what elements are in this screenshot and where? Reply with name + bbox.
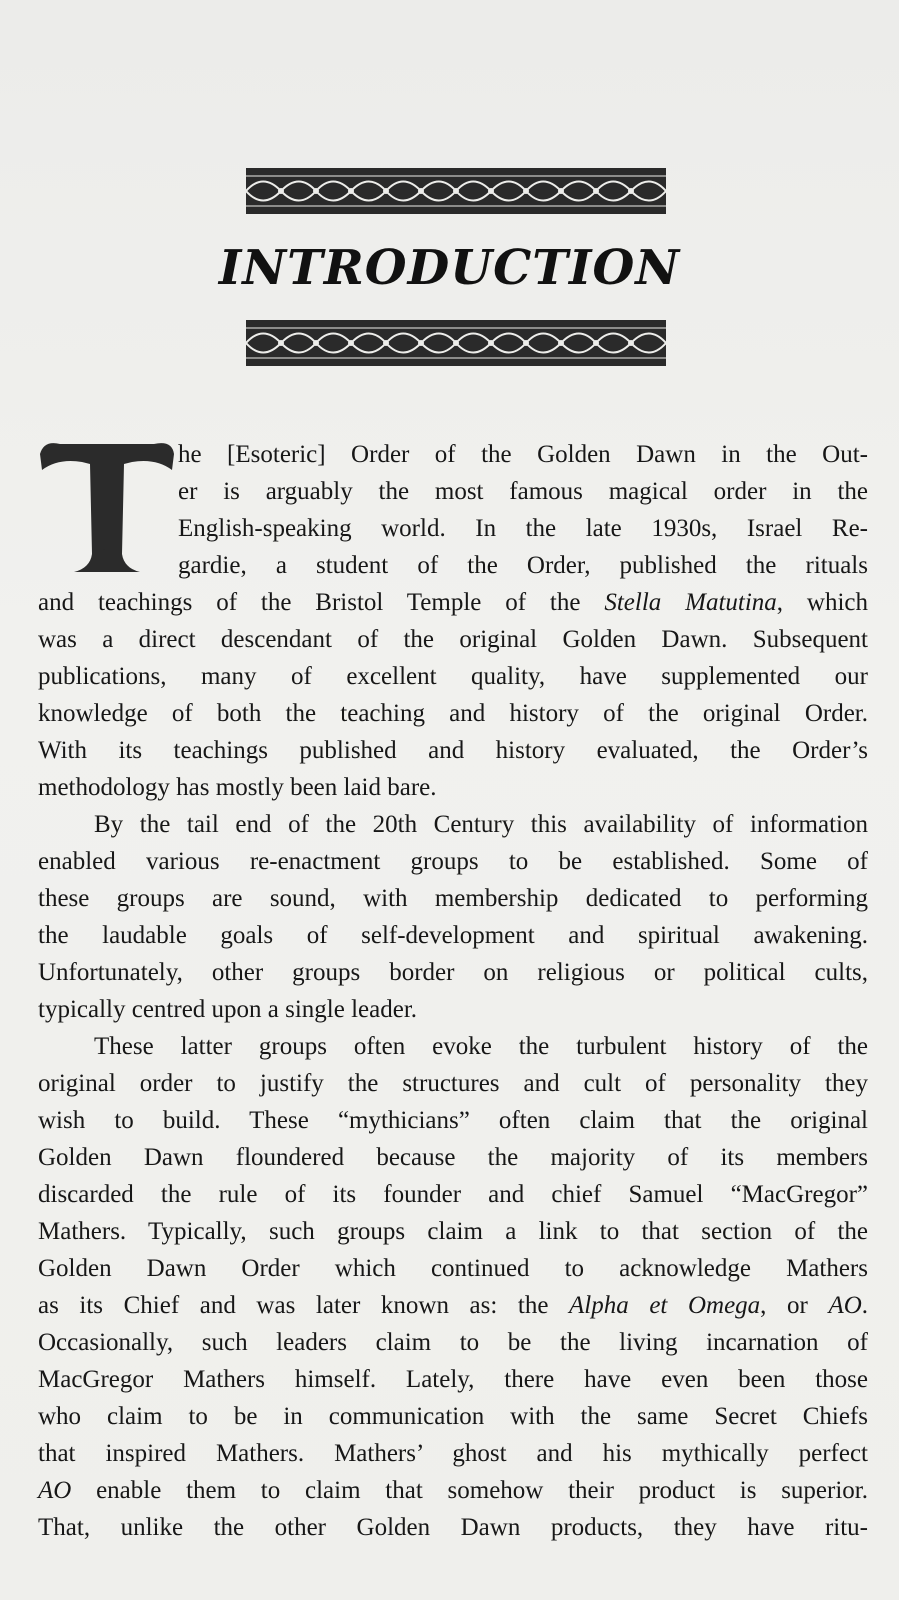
text-line: er is arguably the most famous magical order in the	[178, 478, 868, 505]
text-line: Mathers. Typically, such groups claim a link to that section of the	[38, 1218, 868, 1245]
text-line: he [Esoteric] Order of the Golden Dawn in the Out-	[178, 441, 868, 468]
text-line: knowledge of both the teaching and history of the original Order.	[38, 700, 868, 727]
text-line: That, unlike the other Golden Dawn products, they have ritu-	[38, 1514, 868, 1541]
text-line: MacGregor Mathers himself. Lately, there have even been those	[38, 1366, 868, 1393]
text-italic: Stella Matutina	[604, 589, 777, 616]
text-line	[38, 1472, 868, 1509]
dropcap-letter: T	[103, 548, 111, 559]
text-segment: .	[861, 1292, 869, 1319]
page-title: INTRODUCTION	[218, 240, 681, 296]
ornament-bottom	[246, 320, 666, 366]
text-segment: as its Chief and was later known as: the	[38, 1292, 549, 1319]
text-line: methodology has mostly been laid bare.	[38, 774, 437, 801]
text-segment: , or	[760, 1292, 808, 1319]
text-line: By the tail end of the 20th Century this availability of information	[94, 811, 868, 838]
text-line: Occasionally, such leaders claim to be the living incarnation of	[38, 1329, 868, 1356]
text-segment: , which	[776, 589, 868, 616]
text-line: these groups are sound, with membership dedicated to performing	[38, 885, 868, 912]
text-line	[38, 584, 868, 621]
text-line: With its teachings published and history evaluated, the Order’s	[38, 737, 868, 764]
text-line: typically centred upon a single leader.	[38, 996, 418, 1023]
text-segment: enable them to claim that somehow their product is superior.	[71, 1477, 868, 1504]
text-line: enabled various re-enactment groups to be established. Some of	[38, 848, 868, 875]
text-italic: Alpha et Omega	[569, 1292, 761, 1319]
text-line: Golden Dawn Order which continued to acknowledge Mathers	[38, 1255, 868, 1282]
text-segment: and teachings of the Bristol Temple of the	[38, 589, 581, 616]
text-line	[38, 1287, 868, 1324]
text-line: gardie, a student of the Order, published the rituals	[178, 552, 868, 579]
text-line: who claim to be in communication with the same Secret Chiefs	[38, 1403, 868, 1430]
text-line: discarded the rule of its founder and chief Samuel “MacGregor”	[38, 1181, 868, 1208]
text-line: publications, many of excellent quality, have supplemented our	[38, 663, 868, 690]
text-line: that inspired Mathers. Mathers’ ghost and his mythically perfect	[38, 1440, 868, 1467]
text-italic: AO	[828, 1292, 862, 1319]
text-line: original order to justify the structures and cult of personality they	[38, 1070, 868, 1097]
text-line: Golden Dawn floundered because the majority of its members	[38, 1144, 868, 1171]
text-italic: AO	[38, 1477, 72, 1504]
text-line: the laudable goals of self-development and spiritual awakening.	[38, 922, 868, 949]
text-line: was a direct descendant of the original Golden Dawn. Subsequent	[38, 626, 868, 653]
text-line: These latter groups often evoke the turbulent history of the	[94, 1033, 868, 1060]
ornament-top	[246, 168, 666, 214]
text-line: Unfortunately, other groups border on religious or political cults,	[38, 959, 868, 986]
text-line: wish to build. These “mythicians” often claim that the original	[38, 1107, 868, 1134]
body-text	[38, 436, 868, 1546]
text-line: English-speaking world. In the late 1930s, Israel Re-	[178, 515, 868, 542]
